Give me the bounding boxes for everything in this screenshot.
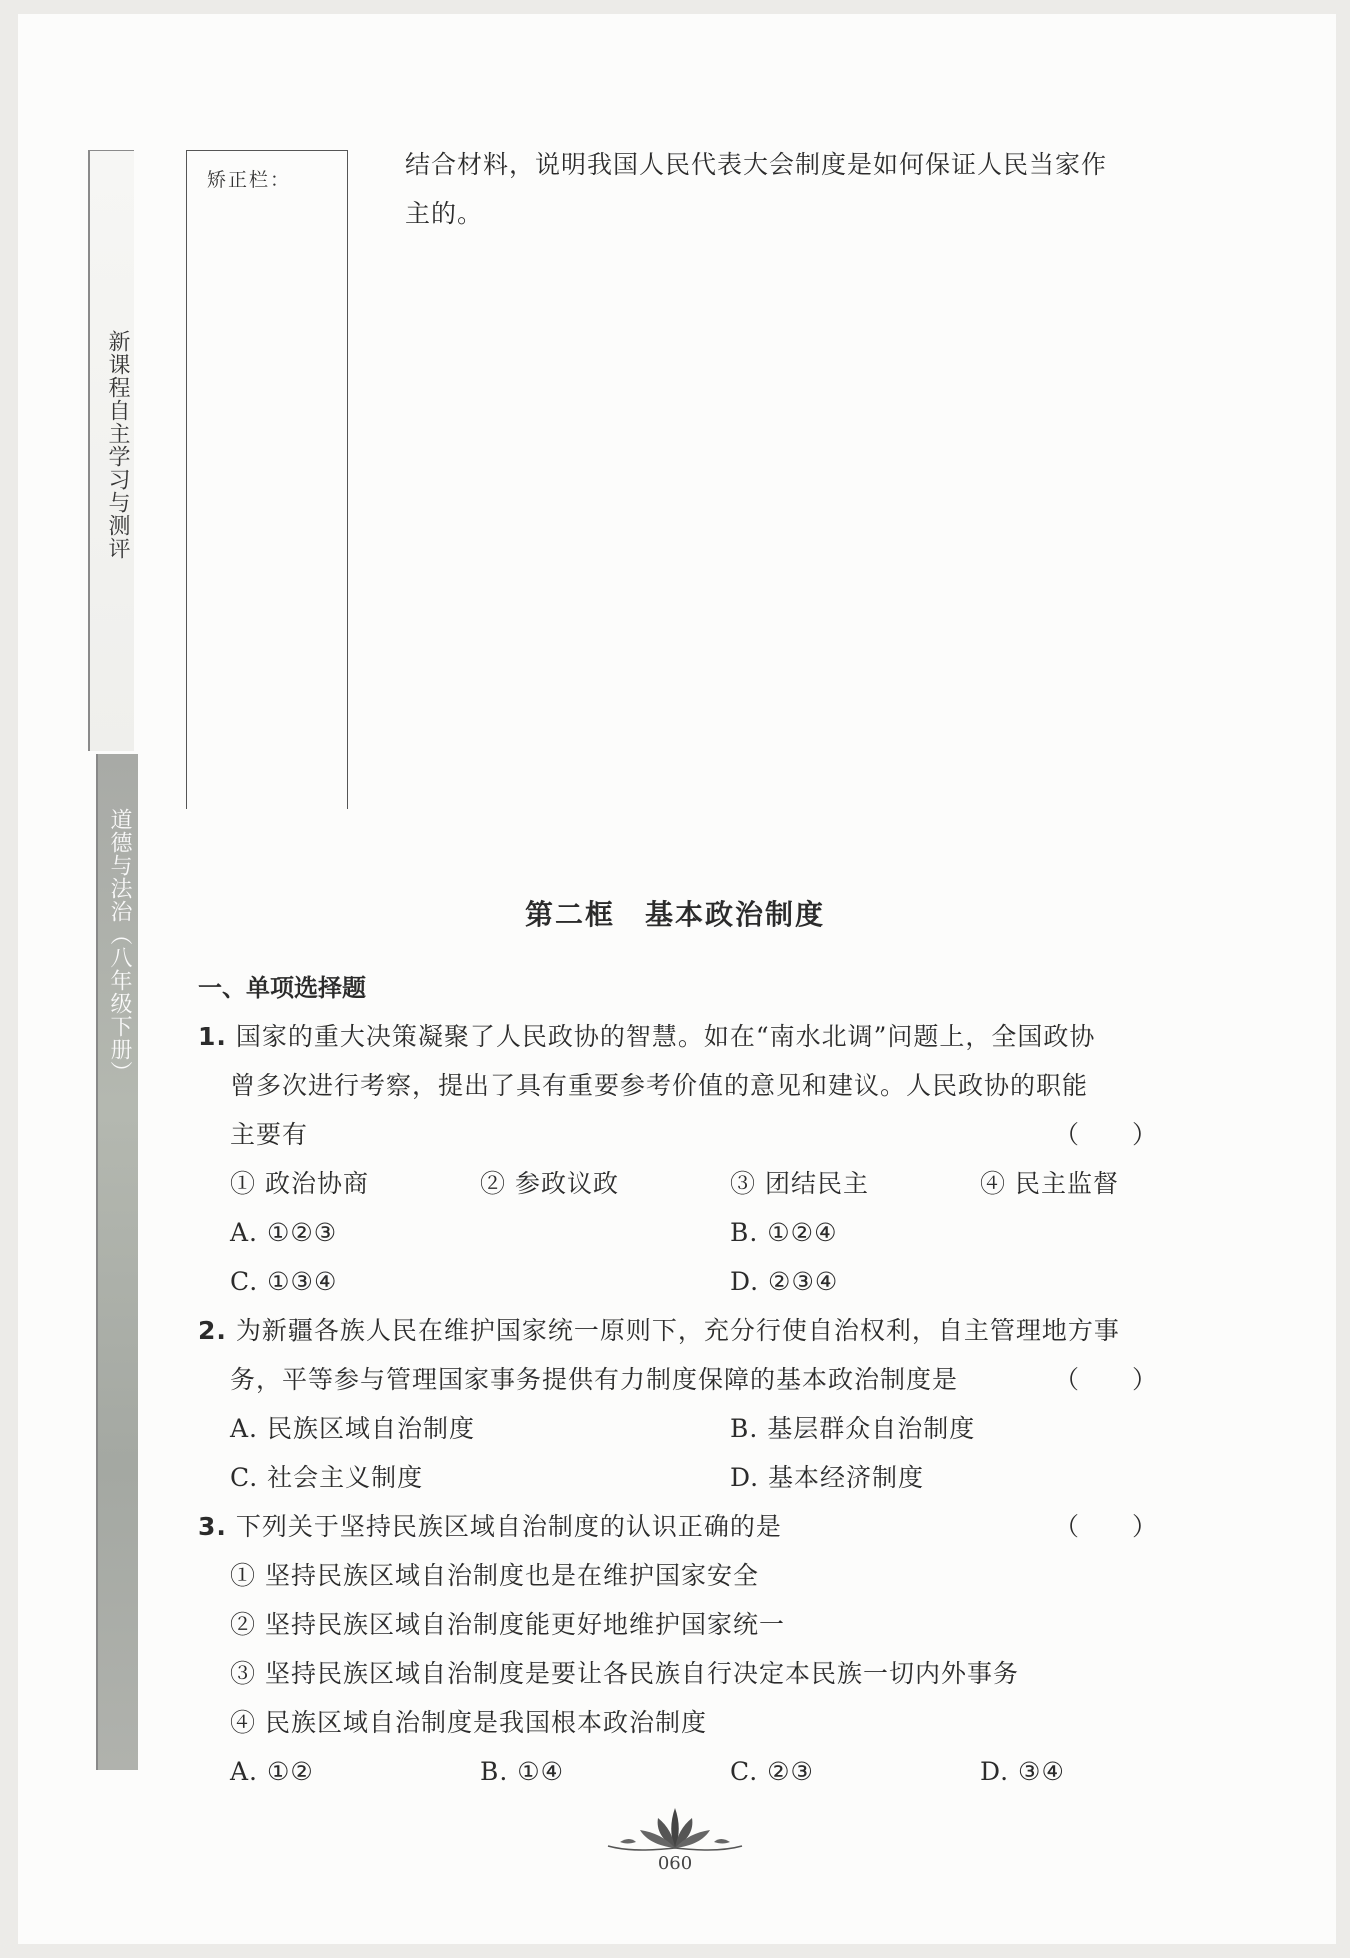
page-number: 060 [657,1853,693,1874]
option-a[interactable]: A. ①②③ [230,1218,338,1247]
option-d[interactable]: D. ③④ [980,1757,1065,1786]
item: ④ 民主监督 [980,1169,1119,1198]
part-title: 一、单项选择题 [198,974,366,1002]
question-text: 国家的重大决策凝聚了人民政协的智慧。如在“南水北调”问题上，全国政协 [235,1022,1096,1051]
answer-bracket[interactable]: （ ） [1053,1512,1158,1541]
section-title: 第二框 基本政治制度 [524,898,825,931]
item: ① 坚持民族区域自治制度也是在维护国家安全 [230,1561,759,1590]
intro-line: 主的。 [405,199,484,228]
option-a[interactable]: A. ①② [230,1757,314,1786]
question-number: 3. [198,1512,227,1541]
subject-title: 道德与法治（八年级下册） [107,808,132,1084]
option-d[interactable]: D. ②③④ [730,1267,839,1296]
question-text: 为新疆各族人民在维护国家统一原则下，充分行使自治权利，自主管理地方事 [235,1316,1120,1345]
option-c[interactable]: C. 社会主义制度 [230,1463,424,1492]
book-series-title: 新课程自主学习与测评 [105,330,130,560]
intro-question [405,140,1180,238]
question-number: 2. [198,1316,227,1345]
question-2 [198,1306,1158,1502]
item: ③ 团结民主 [730,1169,869,1198]
correction-label: 矫正栏： [207,169,292,191]
option-c[interactable]: C. ②③ [730,1757,814,1786]
option-b[interactable]: B. 基层群众自治制度 [730,1414,976,1443]
question-text: 下列关于坚持民族区域自治制度的认识正确的是 [235,1512,782,1541]
question-text: 曾多次进行考察，提出了具有重要参考价值的意见和建议。人民政协的职能 [230,1071,1089,1100]
question-3 [198,1502,1158,1796]
option-a[interactable]: A. 民族区域自治制度 [230,1414,475,1443]
option-d[interactable]: D. 基本经济制度 [730,1463,925,1492]
question-text: 主要有 [230,1120,309,1149]
question-text: 务，平等参与管理国家事务提供有力制度保障的基本政治制度是 [230,1365,959,1394]
item: ④ 民族区域自治制度是我国根本政治制度 [230,1708,707,1737]
answer-bracket[interactable]: （ ） [1053,1120,1158,1149]
answer-bracket[interactable]: （ ） [1053,1365,1158,1394]
option-c[interactable]: C. ①③④ [230,1267,338,1296]
item: ③ 坚持民族区域自治制度是要让各民族自行决定本民族一切内外事务 [230,1659,1019,1688]
item: ② 参政议政 [480,1169,619,1198]
item: ① 政治协商 [230,1169,369,1198]
leaf-ornament-icon [600,1800,750,1856]
option-b[interactable]: B. ①④ [480,1757,565,1786]
option-b[interactable]: B. ①②④ [730,1218,838,1247]
question-1 [198,1012,1158,1306]
item: ② 坚持民族区域自治制度能更好地维护国家统一 [230,1610,785,1639]
intro-line: 结合材料，说明我国人民代表大会制度是如何保证人民当家作 [405,150,1108,179]
question-number: 1. [198,1022,227,1051]
correction-column [186,150,348,809]
